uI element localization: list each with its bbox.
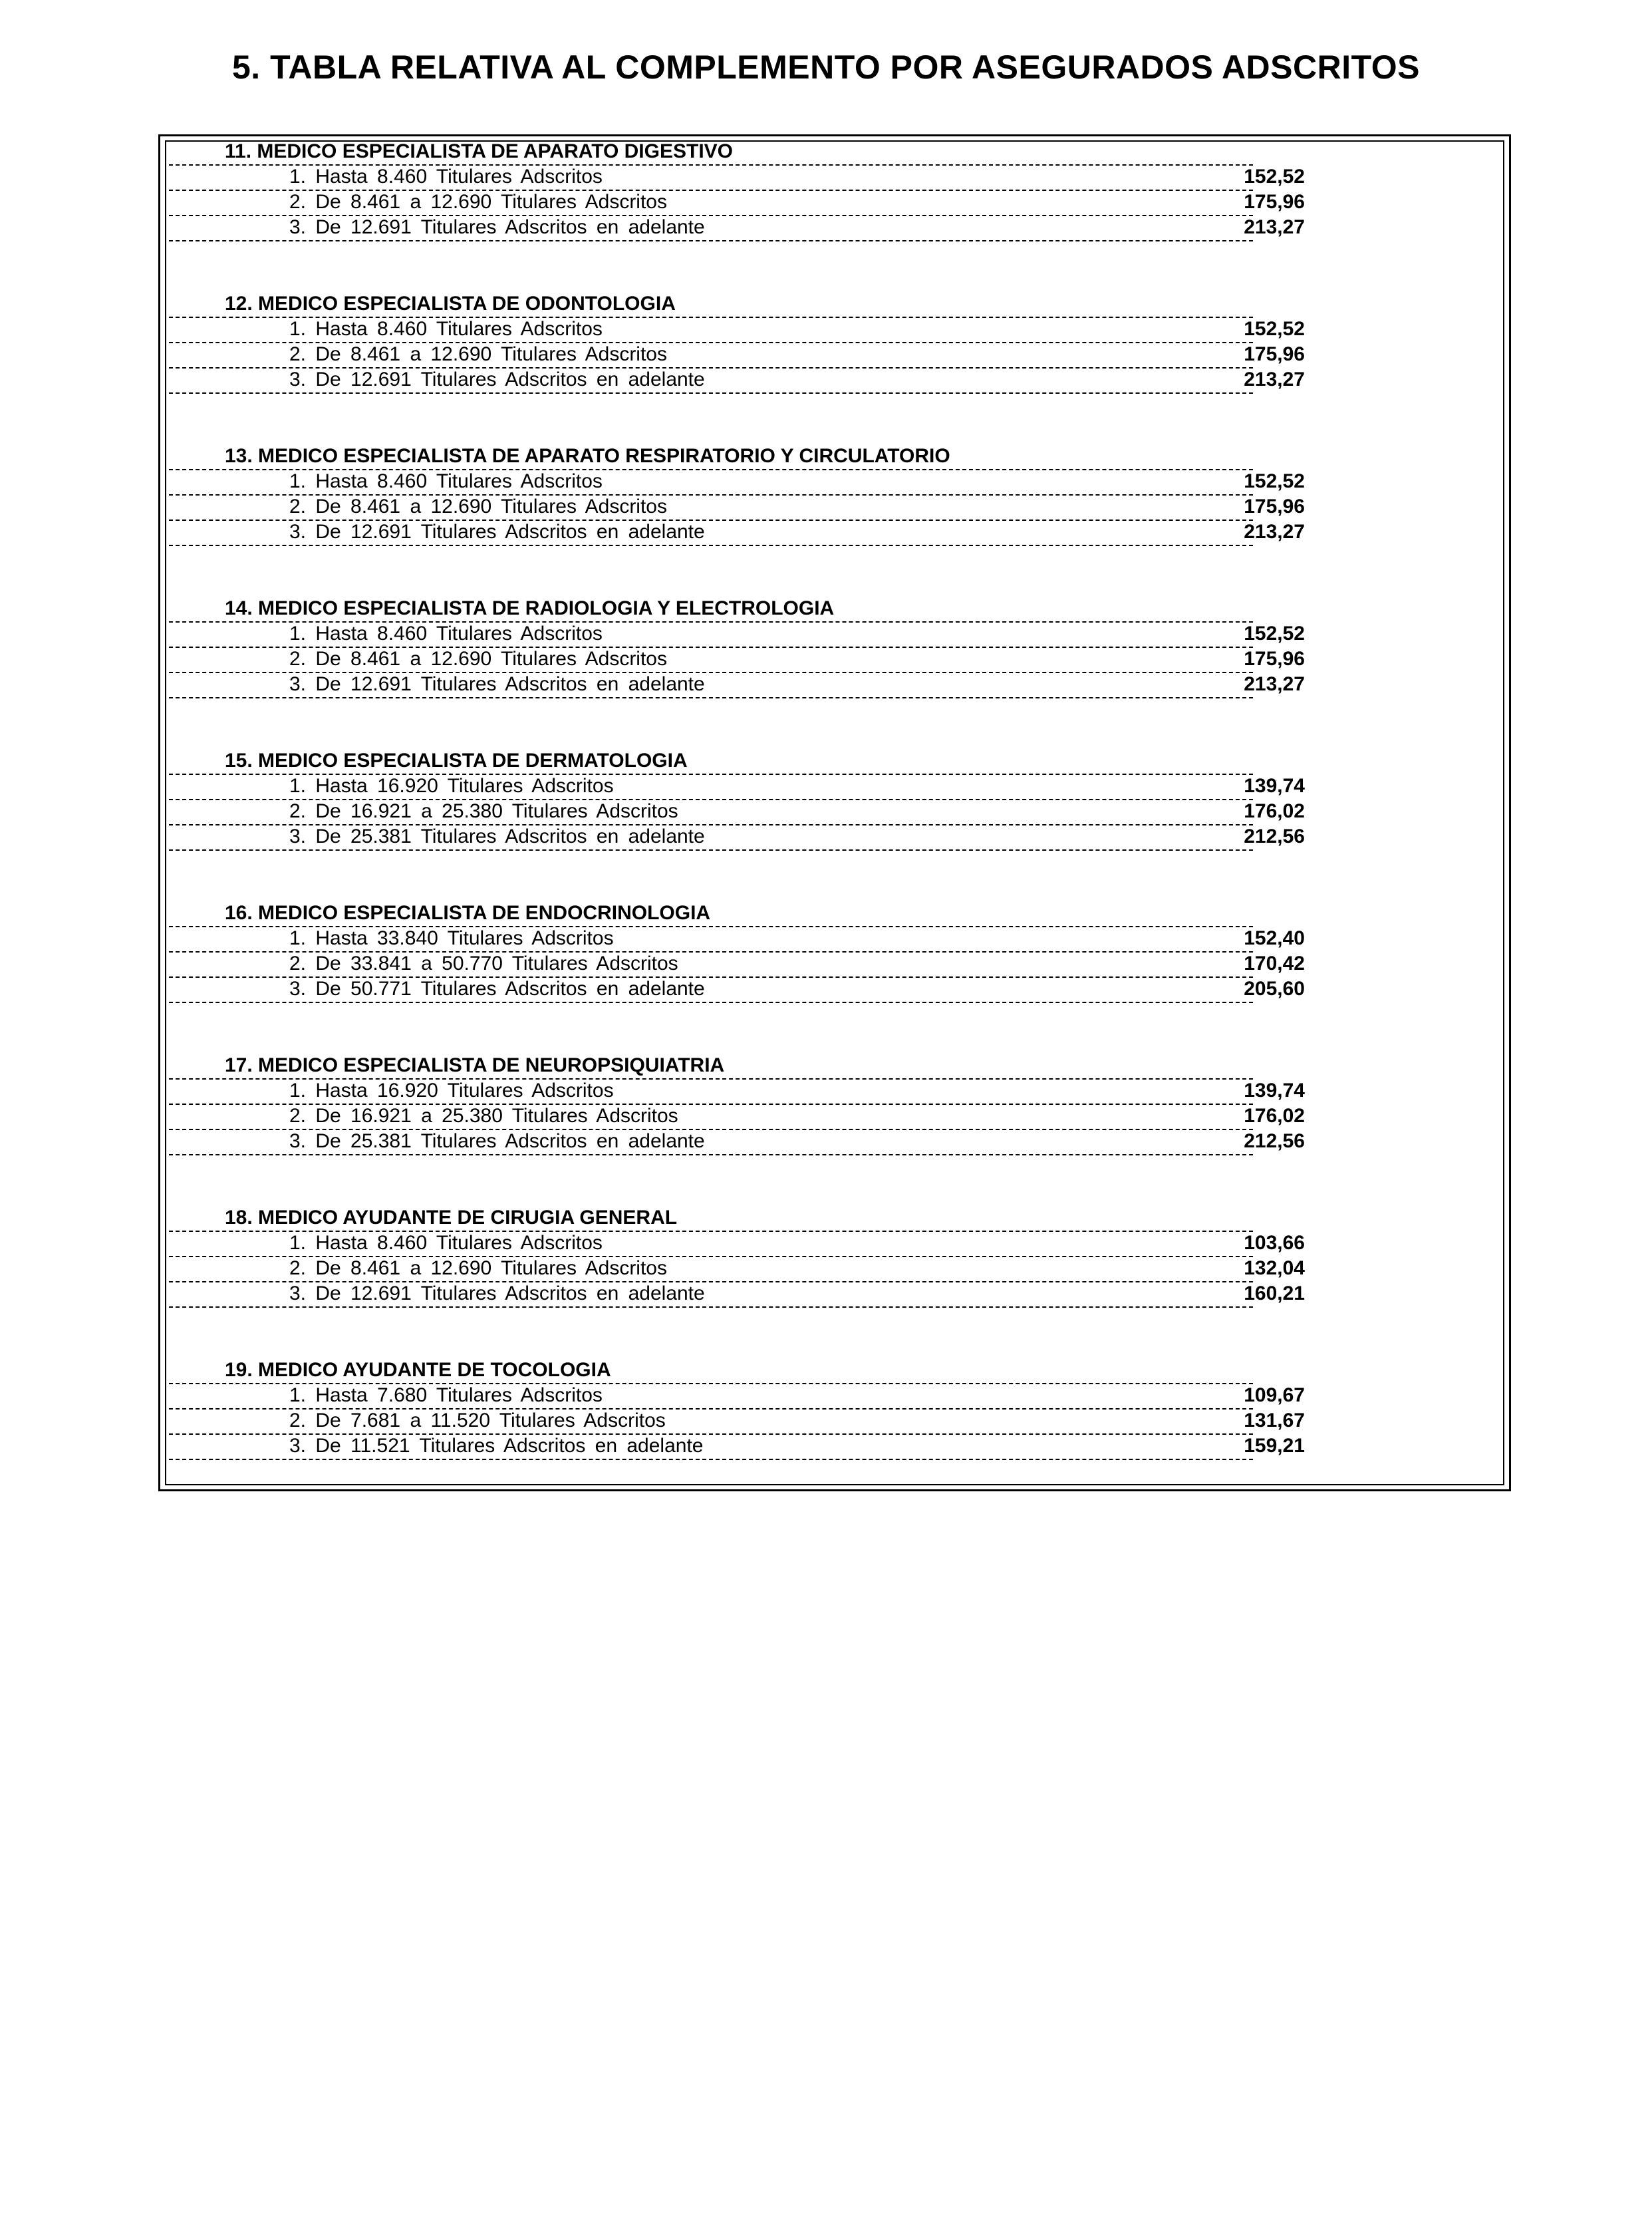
row-label: 2. De 16.921 a 25.380 Titulares Adscritos bbox=[289, 1105, 678, 1127]
page-title: 5. TABLA RELATIVA AL COMPLEMENTO POR ASEGURADOS ADSCRITOS bbox=[232, 49, 1420, 86]
row-value: 160,21 bbox=[1244, 1282, 1305, 1304]
row-label: 3. De 25.381 Titulares Adscritos en adelante bbox=[289, 825, 705, 847]
row-value: 139,74 bbox=[1244, 775, 1305, 797]
row-value: 152,52 bbox=[1244, 166, 1305, 188]
table-row bbox=[166, 494, 1503, 520]
row-label: 2. De 8.461 a 12.690 Titulares Adscritos bbox=[289, 1257, 667, 1279]
row-value: 175,96 bbox=[1244, 191, 1305, 213]
row-label: 2. De 33.841 a 50.770 Titulares Adscritos bbox=[289, 953, 678, 974]
row-label: 2. De 8.461 a 12.690 Titulares Adscritos bbox=[289, 343, 667, 365]
row-value: 175,96 bbox=[1244, 496, 1305, 518]
row-value: 213,27 bbox=[1244, 216, 1305, 238]
row-label: 3. De 12.691 Titulares Adscritos en adelante bbox=[289, 216, 705, 238]
table-row bbox=[166, 824, 1503, 849]
row-value: 176,02 bbox=[1244, 1105, 1305, 1127]
table-row bbox=[166, 317, 1503, 342]
row-label: 2. De 16.921 a 25.380 Titulares Adscritos bbox=[289, 800, 678, 822]
row-label: 3. De 50.771 Titulares Adscritos en adelante bbox=[289, 978, 705, 1000]
row-value: 170,42 bbox=[1244, 953, 1305, 974]
complement-table bbox=[165, 140, 1504, 1485]
row-label: 1. Hasta 7.680 Titulares Adscritos bbox=[289, 1384, 603, 1406]
row-value: 213,27 bbox=[1244, 673, 1305, 695]
row-label: 2. De 8.461 a 12.690 Titulares Adscritos bbox=[289, 496, 667, 518]
row-label: 1. Hasta 16.920 Titulares Adscritos bbox=[289, 1080, 614, 1102]
table-row bbox=[166, 520, 1503, 545]
row-value: 152,40 bbox=[1244, 927, 1305, 949]
row-label: 1. Hasta 33.840 Titulares Adscritos bbox=[289, 927, 614, 949]
row-label: 1. Hasta 8.460 Titulares Adscritos bbox=[289, 623, 603, 645]
section-heading bbox=[166, 1053, 1250, 1078]
row-value: 213,27 bbox=[1244, 521, 1305, 543]
row-value: 152,52 bbox=[1244, 470, 1305, 492]
section-heading-text: 19. MEDICO AYUDANTE DE TOCOLOGIA bbox=[225, 1359, 611, 1381]
dashed-divider bbox=[169, 1154, 1253, 1155]
table-row bbox=[166, 647, 1503, 672]
table-row bbox=[166, 672, 1503, 697]
row-value: 212,56 bbox=[1244, 825, 1305, 847]
table-row bbox=[166, 1383, 1503, 1408]
table-row bbox=[166, 367, 1503, 392]
table-row bbox=[166, 951, 1503, 976]
row-value: 175,96 bbox=[1244, 648, 1305, 670]
table-row bbox=[166, 774, 1503, 799]
dashed-divider bbox=[169, 392, 1253, 394]
section-heading bbox=[166, 901, 1250, 926]
dashed-divider bbox=[169, 697, 1253, 698]
section-heading-text: 15. MEDICO ESPECIALISTA DE DERMATOLOGIA bbox=[225, 750, 688, 772]
table-row bbox=[166, 1256, 1503, 1281]
dashed-divider bbox=[169, 1459, 1253, 1460]
table-row bbox=[166, 215, 1503, 240]
section-heading bbox=[166, 139, 1250, 164]
dashed-divider bbox=[169, 1306, 1253, 1308]
row-value: 109,67 bbox=[1244, 1384, 1305, 1406]
row-label: 1. Hasta 8.460 Titulares Adscritos bbox=[289, 318, 603, 340]
row-label: 3. De 12.691 Titulares Adscritos en adelante bbox=[289, 521, 705, 543]
table-row bbox=[166, 1408, 1503, 1433]
section-heading bbox=[166, 444, 1250, 469]
table-row bbox=[166, 1281, 1503, 1306]
table-row bbox=[166, 190, 1503, 215]
row-value: 176,02 bbox=[1244, 800, 1305, 822]
row-value: 175,96 bbox=[1244, 343, 1305, 365]
table-row bbox=[166, 1433, 1503, 1459]
table-row bbox=[166, 799, 1503, 824]
section-heading-text: 13. MEDICO ESPECIALISTA DE APARATO RESPIRATORIO Y CIRCULATORIO bbox=[225, 445, 950, 467]
row-label: 1. Hasta 16.920 Titulares Adscritos bbox=[289, 775, 614, 797]
row-label: 2. De 8.461 a 12.690 Titulares Adscritos bbox=[289, 648, 667, 670]
section-heading-text: 16. MEDICO ESPECIALISTA DE ENDOCRINOLOGIA bbox=[225, 902, 711, 924]
section-heading-text: 11. MEDICO ESPECIALISTA DE APARATO DIGESTIVO bbox=[225, 140, 734, 162]
table-row bbox=[166, 164, 1503, 190]
section-heading-text: 12. MEDICO ESPECIALISTA DE ODONTOLOGIA bbox=[225, 293, 676, 315]
table-row bbox=[166, 621, 1503, 647]
table-row bbox=[166, 1129, 1503, 1154]
row-label: 3. De 12.691 Titulares Adscritos en adelante bbox=[289, 673, 705, 695]
row-value: 213,27 bbox=[1244, 369, 1305, 390]
dashed-divider bbox=[169, 545, 1253, 546]
row-label: 2. De 7.681 a 11.520 Titulares Adscritos bbox=[289, 1410, 666, 1431]
dashed-divider bbox=[169, 1002, 1253, 1003]
section-heading-text: 17. MEDICO ESPECIALISTA DE NEUROPSIQUIATRIA bbox=[225, 1054, 725, 1076]
row-value: 152,52 bbox=[1244, 318, 1305, 340]
dashed-divider bbox=[169, 849, 1253, 851]
table-row bbox=[166, 976, 1503, 1002]
row-value: 152,52 bbox=[1244, 623, 1305, 645]
dashed-divider bbox=[169, 240, 1253, 241]
row-label: 2. De 8.461 a 12.690 Titulares Adscritos bbox=[289, 191, 667, 213]
row-value: 159,21 bbox=[1244, 1435, 1305, 1457]
table-row bbox=[166, 469, 1503, 494]
table-row bbox=[166, 926, 1503, 951]
section-heading bbox=[166, 1205, 1250, 1231]
row-label: 1. Hasta 8.460 Titulares Adscritos bbox=[289, 470, 603, 492]
row-label: 1. Hasta 8.460 Titulares Adscritos bbox=[289, 166, 603, 188]
row-label: 3. De 11.521 Titulares Adscritos en adelante bbox=[289, 1435, 704, 1457]
section-heading bbox=[166, 1358, 1250, 1383]
row-label: 1. Hasta 8.460 Titulares Adscritos bbox=[289, 1232, 603, 1254]
section-heading-text: 14. MEDICO ESPECIALISTA DE RADIOLOGIA Y ELECTROLOGIA bbox=[225, 597, 835, 619]
row-value: 205,60 bbox=[1244, 978, 1305, 1000]
table-row bbox=[166, 1078, 1503, 1104]
table-row bbox=[166, 1231, 1503, 1256]
row-label: 3. De 25.381 Titulares Adscritos en adelante bbox=[289, 1130, 705, 1152]
table-row bbox=[166, 342, 1503, 367]
row-value: 132,04 bbox=[1244, 1257, 1305, 1279]
section-heading bbox=[166, 291, 1250, 317]
row-value: 139,74 bbox=[1244, 1080, 1305, 1102]
row-label: 3. De 12.691 Titulares Adscritos en adelante bbox=[289, 1282, 705, 1304]
table-row bbox=[166, 1104, 1503, 1129]
row-value: 131,67 bbox=[1244, 1410, 1305, 1431]
row-value: 212,56 bbox=[1244, 1130, 1305, 1152]
row-value: 103,66 bbox=[1244, 1232, 1305, 1254]
section-heading bbox=[166, 748, 1250, 774]
section-heading-text: 18. MEDICO AYUDANTE DE CIRUGIA GENERAL bbox=[225, 1207, 678, 1229]
row-label: 3. De 12.691 Titulares Adscritos en adelante bbox=[289, 369, 705, 390]
section-heading bbox=[166, 596, 1250, 621]
